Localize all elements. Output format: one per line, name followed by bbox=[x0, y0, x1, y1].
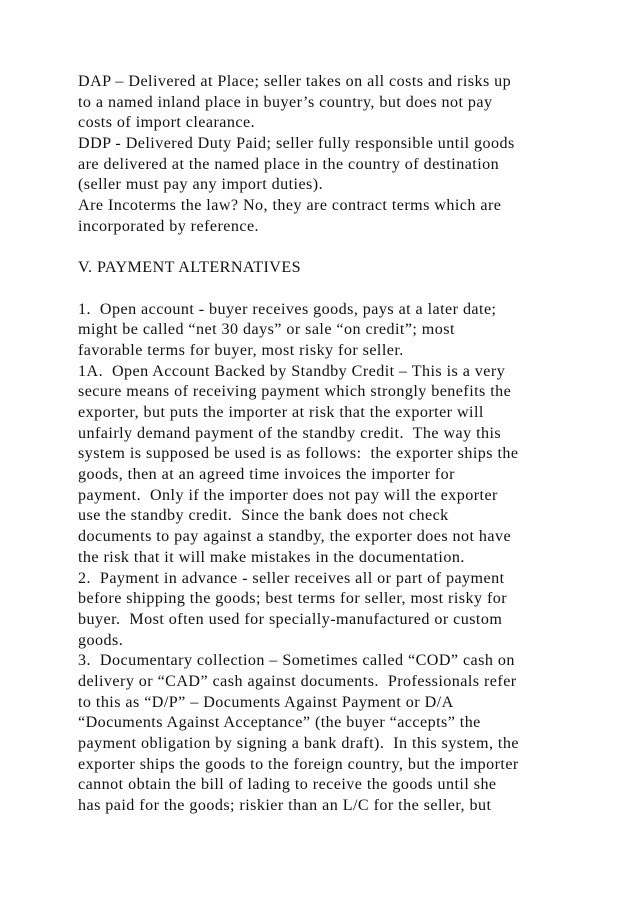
section-heading: V. PAYMENT ALTERNATIVES bbox=[78, 259, 302, 277]
text-line: Are Incoterms the law? No, they are contract terms which are bbox=[78, 197, 502, 215]
text-line: delivery or “CAD” cash against documents. Professionals refer bbox=[78, 672, 517, 690]
text-line: secure means of receiving payment which strongly benefits the bbox=[78, 383, 512, 401]
text-line: “Documents Against Acceptance” (the buyer “accepts” the bbox=[78, 714, 481, 732]
text-line: 1. Open account - buyer receives goods, pays at a later date; bbox=[78, 300, 497, 318]
text-line: 1A. Open Account Backed by Standby Credit – This is a very bbox=[78, 362, 506, 380]
text-line: goods. bbox=[78, 631, 124, 649]
document-body bbox=[78, 72, 578, 817]
text-line: to this as “D/P” – Documents Against Payment or D/A bbox=[78, 693, 454, 711]
text-line: favorable terms for buyer, most risky for seller. bbox=[78, 341, 404, 359]
text-line: DDP - Delivered Duty Paid; seller fully responsible until goods bbox=[78, 135, 515, 153]
text-line: incorporated by reference. bbox=[78, 217, 260, 235]
text-line: buyer. Most often used for specially-manufactured or custom bbox=[78, 610, 503, 628]
text-line: payment obligation by signing a bank draft). In this system, the bbox=[78, 735, 519, 752]
text-line: 3. Documentary collection – Sometimes called “COD” cash on bbox=[78, 652, 515, 670]
blank-line bbox=[78, 238, 578, 259]
text-line: costs of import clearance. bbox=[78, 114, 256, 132]
text-line: are delivered at the named place in the country of destination bbox=[78, 155, 500, 173]
text-line: (seller must pay any import duties). bbox=[78, 176, 324, 194]
blank-line bbox=[78, 279, 578, 300]
text-line: cannot obtain the bill of lading to receive the goods until she bbox=[78, 776, 497, 794]
text-line: use the standby credit. Since the bank does not check bbox=[78, 507, 449, 525]
text-line: before shipping the goods; best terms for seller, most risky for bbox=[78, 590, 508, 608]
text-line: exporter ships the goods to the foreign country, but the importer bbox=[78, 755, 519, 773]
text-line: to a named inland place in buyer’s country, but does not pay bbox=[78, 93, 493, 111]
text-line: 2. Payment in advance - seller receives all or part of payment bbox=[78, 569, 505, 587]
text-line: the risk that it will make mistakes in the documentation. bbox=[78, 548, 465, 566]
text-line: documents to pay against a standby, the exporter does not have bbox=[78, 528, 512, 546]
text-line: payment. Only if the importer does not pay will the exporter bbox=[78, 486, 498, 504]
text-line: unfairly demand payment of the standby credit. The way this bbox=[78, 424, 502, 442]
text-line: has paid for the goods; riskier than an L/C for the seller, but bbox=[78, 797, 492, 815]
text-line: might be called “net 30 days” or sale “on credit”; most bbox=[78, 321, 455, 339]
text-line: system is supposed be used is as follows: the exporter ships the bbox=[78, 445, 519, 463]
text-line: goods, then at an agreed time invoices the importer for bbox=[78, 466, 455, 484]
text-line: exporter, but puts the importer at risk that the exporter will bbox=[78, 404, 484, 421]
text-line: DAP – Delivered at Place; seller takes on all costs and risks up bbox=[78, 73, 512, 90]
